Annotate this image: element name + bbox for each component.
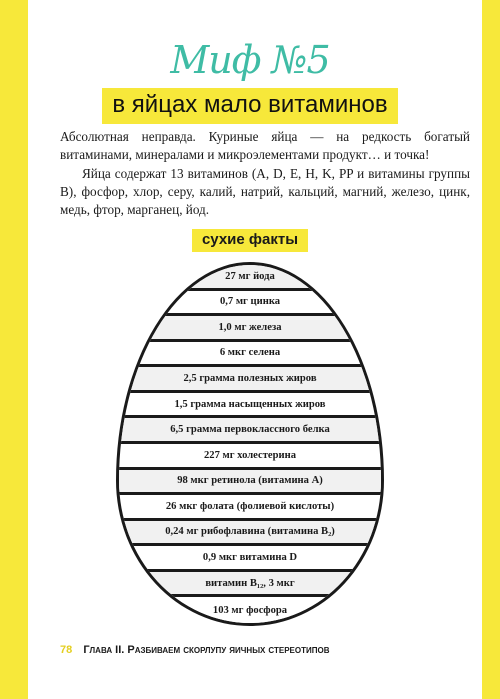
facts-label-container	[0, 229, 500, 252]
page-number: 78	[60, 644, 73, 656]
fact-band: 1,0 мг железа	[119, 316, 381, 342]
vitamins-paragraph: Яйца содержат 13 витаминов (A, D, E, H, K, PP и витамины группы B), фосфор, хлор, серу, калий, натрий, кальций, магний, железо, цинк, медь, фтор, марганец, йод.	[60, 166, 470, 217]
facts-label: сухие факты	[192, 229, 308, 252]
fact-band: 103 мг фосфора	[119, 597, 381, 623]
fact-band: 0,9 мкг витамина D	[119, 546, 381, 572]
intro-paragraph: Абсолютная неправда. Куриные яйца — на редкость богатый витаминами, минералами и микроэлементами продукт… и точка!	[60, 129, 470, 162]
fact-band: 6 мкг селена	[119, 342, 381, 368]
title-container	[0, 88, 500, 124]
fact-band: 0,24 мг рибофлавина (витамина B₂)	[119, 521, 381, 547]
myth-number-label: Миф №5	[170, 38, 330, 82]
fact-band: 6,5 грамма первоклассного белка	[119, 418, 381, 444]
fact-band: 26 мкг фолата (фолиевой кислоты)	[119, 495, 381, 521]
chapter-title: Глава II. Разбиваем скорлупу яичных стереотипов	[83, 644, 330, 656]
fact-band: 227 мг холестерина	[119, 444, 381, 470]
egg-facts-diagram	[116, 262, 384, 626]
page-title: в яйцах мало витаминов	[102, 88, 397, 124]
fact-band: 1,5 грамма насыщенных жиров	[119, 393, 381, 419]
fact-band: 2,5 грамма полезных жиров	[119, 367, 381, 393]
fact-band: 98 мкг ретинола (витамина A)	[119, 470, 381, 496]
page-footer	[60, 644, 330, 656]
fact-band: 27 мг йода	[119, 265, 381, 291]
fact-band: витамин B₁₂, 3 мкг	[119, 572, 381, 598]
fact-band: 0,7 мг цинка	[119, 291, 381, 317]
